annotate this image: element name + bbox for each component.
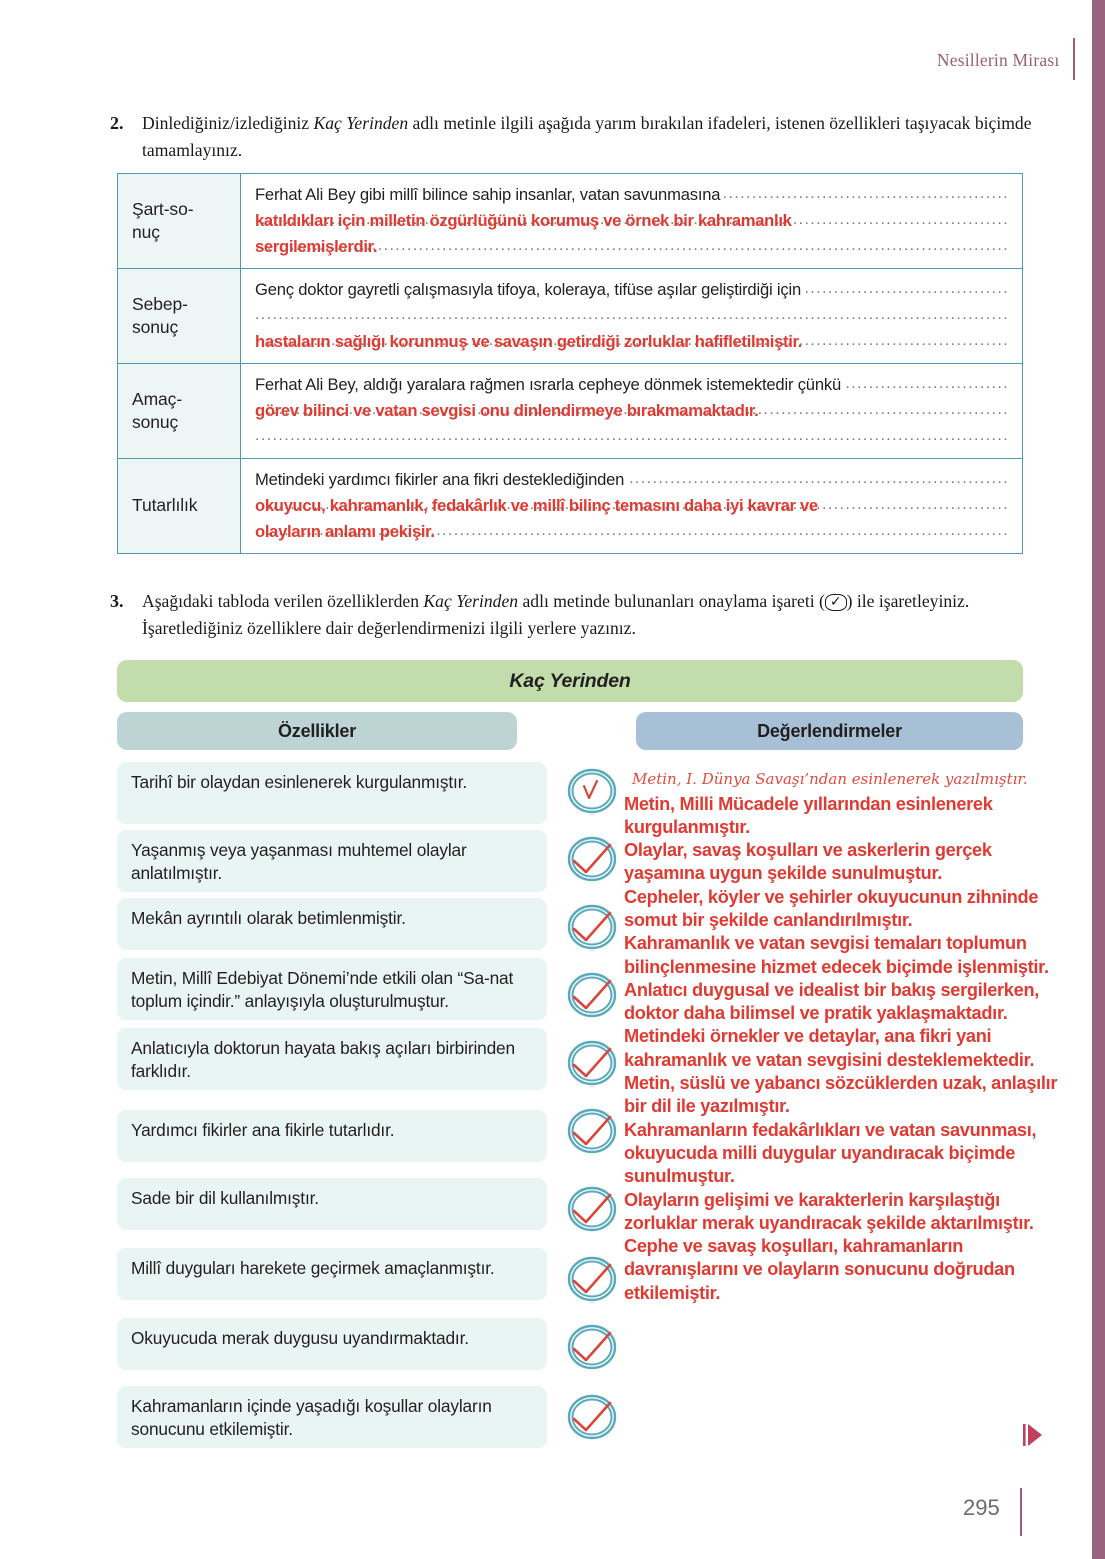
checkmark-icon[interactable] xyxy=(566,969,618,1021)
page-number: 295 xyxy=(963,1495,1000,1520)
answer-text: katıldıkları için milletin özgürlüğünü korumuş ve örnek bir kahramanlık xyxy=(255,211,792,230)
table-row xyxy=(118,459,1023,554)
footer-divider xyxy=(1020,1488,1022,1536)
prompt-text: Ferhat Ali Bey gibi millî bilince sahip insanlar, vatan savunmasına xyxy=(255,185,724,204)
list-item xyxy=(117,1178,547,1230)
answer-line[interactable] xyxy=(255,329,1010,355)
checkmark-icon[interactable] xyxy=(566,1253,618,1305)
row-content-amac-sonuc[interactable] xyxy=(241,364,1023,459)
list-item xyxy=(117,958,547,1020)
answer-line[interactable] xyxy=(255,493,1010,519)
feature-text: Yardımcı fikirler ana fikirle tutarlıdır. xyxy=(131,1120,395,1140)
q2-title-italic: Kaç Yerinden xyxy=(313,113,409,133)
list-item xyxy=(117,1318,547,1370)
header-divider xyxy=(1073,38,1075,80)
list-item xyxy=(117,898,547,950)
answer-line[interactable] xyxy=(255,208,1010,234)
q2-text-b: adlı metinle ilgili aşağıda yarım bırakılan ifadeleri, istenen özellikleri taşıyacak biçimde tamamlayınız. xyxy=(142,113,1032,161)
feature-text: Sade bir dil kullanılmıştır. xyxy=(131,1188,319,1208)
question-3-text xyxy=(142,588,1035,643)
checkmark-icon[interactable] xyxy=(566,901,618,953)
checkmark-icon[interactable] xyxy=(566,765,618,817)
evaluation-text: Metindeki örnekler ve detaylar, ana fikri yani kahramanlık ve vatan sevgisini desteklemektedir. xyxy=(624,1026,1035,1070)
answer-text: hastaların sağlığı korunmuş ve savaşın getirdiği zorluklar hafifletilmiştir. xyxy=(255,332,803,351)
checkmark-icon[interactable] xyxy=(566,1105,618,1157)
q2-text-a: Dinlediğiniz/izlediğiniz xyxy=(142,113,314,133)
row-label-tutarlilik: Tutarlılık xyxy=(118,459,241,554)
handwritten-note: Metin, I. Dünya Savaşı’ndan esinlenerek yazılmıştır. xyxy=(632,770,1028,788)
evaluation-text: Cepheler, köyler ve şehirler okuyucunun zihninde somut bir şekilde canlandırılmıştır. xyxy=(624,886,1039,930)
feature-text: Mekân ayrıntılı olarak betimlenmiştir. xyxy=(131,908,406,928)
row-content-sebep-sonuc[interactable] xyxy=(241,269,1023,364)
blank-line[interactable] xyxy=(255,424,1010,450)
relation-completion-table xyxy=(117,173,1023,554)
list-item xyxy=(117,1110,547,1162)
row-content-tutarlilik[interactable] xyxy=(241,459,1023,554)
checkmark-icon: ✓ xyxy=(825,594,847,611)
list-item xyxy=(117,1028,547,1090)
checkmark-icon[interactable] xyxy=(566,1391,618,1443)
column-header-degerlendirmeler: Değerlendirmeler xyxy=(636,712,1023,750)
list-item xyxy=(117,1248,547,1300)
table-row xyxy=(118,174,1023,269)
answer-line[interactable] xyxy=(255,398,1010,424)
blank-line[interactable] xyxy=(255,303,1010,329)
prompt-line xyxy=(255,182,1010,208)
answer-line[interactable] xyxy=(255,234,1010,260)
evaluation-title-banner: Kaç Yerinden xyxy=(117,660,1023,702)
list-item xyxy=(117,1386,547,1448)
prompt-text: Ferhat Ali Bey, aldığı yaralara rağmen ısrarla cepheye dönmek istemektedir çünkü xyxy=(255,375,845,394)
page-edge-accent-bar xyxy=(1092,0,1105,1559)
prompt-line xyxy=(255,277,1010,303)
feature-text: Millî duyguları harekete geçirmek amaçlanmıştır. xyxy=(131,1258,495,1278)
answer-line[interactable] xyxy=(255,519,1010,545)
feature-text: Metin, Millî Edebiyat Dönemi’nde etkili olan “Sa-nat toplum içindir.” anlayışıyla oluşturulmuştur. xyxy=(131,968,514,1012)
evaluation-text: Kahramanların fedakârlıkları ve vatan savunması, okuyucuda milli duygular uyandıracak biçimde sunulmuştur. xyxy=(624,1119,1037,1187)
prompt-text: Genç doktor gayretli çalışmasıyla tifoya, koleraya, tifüse aşılar geliştirdiği için xyxy=(255,280,805,299)
table-row xyxy=(118,269,1023,364)
table-row xyxy=(118,364,1023,459)
checkmark-icon[interactable] xyxy=(566,1183,618,1235)
answer-text: okuyucu, kahramanlık, fedakârlık ve millî bilinç temasını daha iyi kavrar ve xyxy=(255,496,818,515)
q3-text-c: ) ile işaretleyiniz. İşaretlediğiniz özelliklere dair değerlendirmenizi ilgili yerlere yazınız. xyxy=(142,591,970,639)
answer-text: görev bilinci ve vatan sevgisi onu dinlendirmeye bırakmamaktadır. xyxy=(255,401,759,420)
feature-text: Kahramanların içinde yaşadığı koşullar olayların sonucunu etkilemiştir. xyxy=(131,1396,492,1440)
feature-text: Tarihî bir olaydan esinlenerek kurgulanmıştır. xyxy=(131,772,468,792)
q3-text-b: adlı metinde bulunanları onaylama işareti ( xyxy=(518,591,825,611)
feature-text: Yaşanmış veya yaşanması muhtemel olaylar anlatılmıştır. xyxy=(131,840,467,884)
question-2-number: 2. xyxy=(110,113,124,133)
evaluation-text: Metin, Milli Mücadele yıllarından esinlenerek kurgulanmıştır. xyxy=(624,793,993,837)
evaluations-column xyxy=(624,768,1076,1305)
question-3-number: 3. xyxy=(110,591,124,611)
evaluation-text: Olaylar, savaş koşulları ve askerlerin gerçek yaşamına uygun şekilde sunulmuştur. xyxy=(624,840,992,884)
evaluation-text: Anlatıcı duygusal ve idealist bir bakış sergilerken, doktor daha bilimsel ve pratik yaklaşmaktadır. xyxy=(624,979,1040,1024)
prompt-line xyxy=(255,467,1010,493)
checkmark-icon[interactable] xyxy=(566,833,618,885)
row-content-sart-sonuc[interactable] xyxy=(241,174,1023,269)
row-label-sebep-sonuc: Sebep- sonuç xyxy=(118,269,241,364)
question-2-text xyxy=(142,110,1035,165)
row-label-amac-sonuc: Amaç- sonuç xyxy=(118,364,241,459)
answer-text: olayların anlamı pekişir. xyxy=(255,522,435,541)
evaluation-text: Olayların gelişimi ve karakterlerin karşılaştığı zorluklar merak uyandıracak şekilde aktarılmıştır. xyxy=(624,1189,1034,1233)
prompt-text: Metindeki yardımcı fikirler ana fikri desteklediğinden xyxy=(255,470,628,489)
q3-text-a: Aşağıdaki tabloda verilen özelliklerden xyxy=(142,591,424,611)
feature-text: Anlatıcıyla doktorun hayata bakış açıları birbirinden farklıdır. xyxy=(131,1038,515,1082)
checkmark-icon[interactable] xyxy=(566,1321,618,1373)
evaluation-text: Cephe ve savaş koşulları, kahramanların davranışlarını ve olayların sonucunu doğrudan etkilemiştir. xyxy=(624,1236,1015,1303)
question-3 xyxy=(110,588,1035,643)
evaluation-text: Kahramanlık ve vatan sevgisi temaları toplumun bilinçlenmesine hizmet edecek biçimde işlenmiştir. xyxy=(624,933,1049,977)
evaluation-text: Metin, süslü ve yabancı sözcüklerden uzak, anlaşılır bir dil ile yazılmıştır. xyxy=(624,1073,1058,1117)
checkmark-icon[interactable] xyxy=(566,1037,618,1089)
header-unit-title: Nesillerin Mirası xyxy=(936,49,1060,70)
column-header-ozellikler: Özellikler xyxy=(117,712,517,750)
play-triangle-icon xyxy=(1022,1422,1046,1448)
prompt-line xyxy=(255,372,1010,398)
answer-text: sergilemişlerdir. xyxy=(255,237,378,256)
list-item xyxy=(117,762,547,824)
feature-text: Okuyucuda merak duygusu uyandırmaktadır. xyxy=(131,1328,469,1348)
question-2 xyxy=(110,110,1035,165)
page-header xyxy=(937,40,1075,80)
list-item xyxy=(117,830,547,892)
q3-title-italic: Kaç Yerinden xyxy=(423,591,519,611)
row-label-sart-sonuc: Şart-so- nuç xyxy=(118,174,241,269)
